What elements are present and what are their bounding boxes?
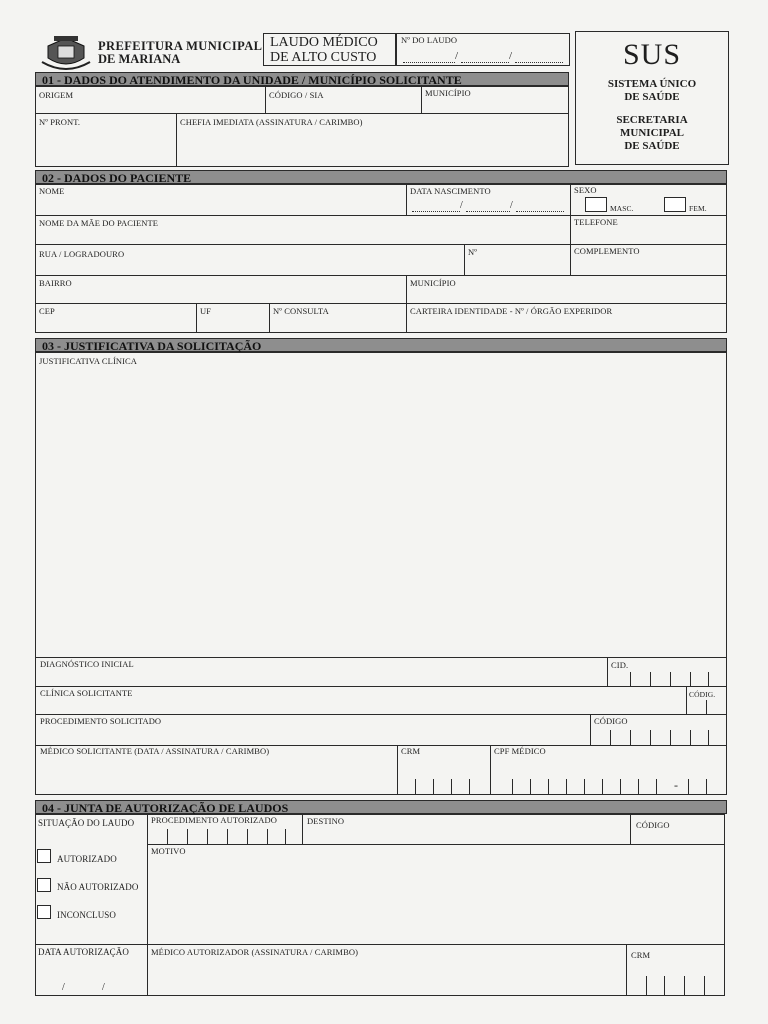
sus-line1: SISTEMA ÚNICO [607,78,697,90]
nao-autorizado-label: NÃO AUTORIZADO [57,882,139,892]
diagnostico-inicial-field[interactable]: DIAGNÓSTICO INICIAL [40,659,134,669]
sexo-label: SEXO [574,185,597,195]
bairro-field[interactable]: BAIRRO [39,278,72,288]
codigo-autorizacao-field[interactable]: CÓDIGO [636,820,670,830]
sec-line2: MUNICIPAL [620,127,684,139]
justificativa-clinica-field[interactable]: JUSTIFICATIVA CLÍNICA [39,356,138,366]
municipio-paciente-field[interactable]: MUNICÍPIO [410,278,456,288]
sexo-masc-label: MASC. [610,204,634,213]
section-03-title: 03 - JUSTIFICATIVA DA SOLICITAÇÃO [35,338,727,352]
sexo-fem-label: FEM. [689,204,707,213]
municipio-origem-field[interactable]: MUNICÍPIO [425,88,471,98]
carteira-identidade-field[interactable]: CARTEIRA IDENTIDADE - Nº / ÓRGÃO EXPERIDOR [410,306,613,316]
autorizacao-date-sep-2: / [102,982,105,993]
crm-autorizador-field[interactable]: CRM [631,950,651,960]
laudo-date-sep-1: / [455,50,459,62]
autorizado-label: AUTORIZADO [57,854,117,864]
origem-field[interactable]: ORIGEM [39,90,74,100]
numero-field[interactable]: Nº [468,247,477,257]
motivo-field[interactable]: MOTIVO [151,846,186,856]
laudo-number-label: Nº DO LAUDO [401,35,458,45]
situacao-laudo-label: SITUAÇÃO DO LAUDO [38,818,135,828]
uf-field[interactable]: UF [200,306,212,316]
cid-field[interactable]: CID. [611,660,629,670]
sus-title: SUS [622,38,682,71]
doc-title-line1: LAUDO MÉDICO [270,35,378,50]
procedimento-solicitado-field[interactable]: PROCEDIMENTO SOLICITADO [40,716,162,726]
nao-autorizado-checkbox[interactable] [37,878,51,892]
nasc-date-sep-1: / [460,200,463,211]
municipal-coat-of-arms [40,34,92,72]
section-04-title: 04 - JUNTA DE AUTORIZAÇÃO DE LAUDOS [35,800,727,814]
medico-autorizador-field[interactable]: MÉDICO AUTORIZADOR (ASSINATURA / CARIMBO) [151,947,359,957]
destino-field[interactable]: DESTINO [307,816,345,826]
section-02-title: 02 - DADOS DO PACIENTE [35,170,727,184]
doc-title-box [263,33,396,66]
nome-paciente-field[interactable]: NOME [39,186,65,196]
sus-line2: DE SAÚDE [624,91,680,103]
sec-line3: DE SAÚDE [624,140,680,152]
codig-field[interactable]: CÓDIG. [689,690,716,699]
procedimento-autorizado-field[interactable]: PROCEDIMENTO AUTORIZADO [151,815,277,825]
data-autorizacao-field[interactable]: DATA AUTORIZAÇÃO [38,947,129,957]
doc-title-line2: DE ALTO CUSTO [270,50,377,65]
section-03-grid [35,352,727,795]
crm-solicitante-field[interactable]: CRM [401,746,421,756]
chefia-imediata-field[interactable]: CHEFIA IMEDIATA (ASSINATURA / CARIMBO) [180,117,363,127]
telefone-field[interactable]: TELEFONE [574,217,618,227]
data-nascimento-field[interactable]: DATA NASCIMENTO [410,186,491,196]
cep-field[interactable]: CEP [39,306,55,316]
sus-box [575,31,729,165]
inconcluso-checkbox[interactable] [37,905,51,919]
codigo-procedimento-field[interactable]: CÓDIGO [594,716,628,726]
org-name [98,40,262,66]
nasc-date-sep-2: / [510,200,513,211]
sexo-masc-checkbox[interactable] [585,197,607,212]
codigo-sia-field[interactable]: CÓDIGO / SIA [269,90,324,100]
sexo-fem-checkbox[interactable] [664,197,686,212]
medico-solicitante-field[interactable]: MÉDICO SOLICITANTE (DATA / ASSINATURA / CARIMBO) [40,746,270,756]
autorizado-checkbox[interactable] [37,849,51,863]
org-name-line1: PREFEITURA MUNICIPAL [98,39,263,53]
clinica-solicitante-field[interactable]: CLÍNICA SOLICITANTE [40,688,133,698]
sec-line1: SECRETARIA [616,114,688,126]
section-01-title: 01 - DADOS DO ATENDIMENTO DA UNIDADE / MUNICÍPIO SOLICITANTE [35,72,569,86]
laudo-number-box [396,33,570,66]
rua-field[interactable]: RUA / LOGRADOURO [39,249,125,259]
cpf-dash: - [674,778,678,792]
nome-mae-field[interactable]: NOME DA MÃE DO PACIENTE [39,218,159,228]
consulta-field[interactable]: Nº CONSULTA [273,306,329,316]
prontuario-field[interactable]: Nº PRONT. [39,117,81,127]
org-name-line2: DE MARIANA [98,52,181,66]
complemento-field[interactable]: COMPLEMENTO [574,246,640,256]
inconcluso-label: INCONCLUSO [57,910,117,920]
section-04-grid [35,814,725,996]
cpf-medico-field[interactable]: CPF MÉDICO [494,746,546,756]
laudo-date-sep-2: / [509,50,513,62]
autorizacao-date-sep-1: / [62,982,65,993]
